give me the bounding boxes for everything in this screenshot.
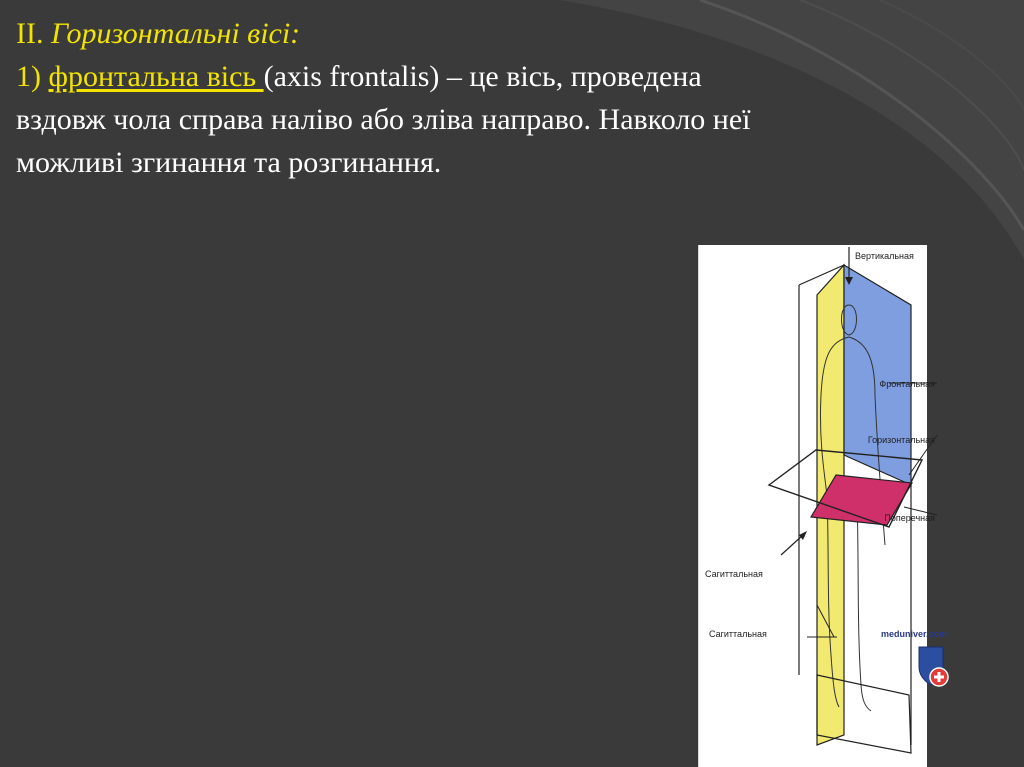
label-vertical: Вертикальная xyxy=(855,251,914,261)
label-horizontal: Горизонтальная xyxy=(867,435,935,445)
definition-line-3: можливі згинання та розгинання. xyxy=(16,146,442,179)
latin-term: (axis frontalis) xyxy=(263,60,440,93)
item-number: 1) xyxy=(16,60,41,93)
slide-text-block xyxy=(16,12,1006,184)
body-planes-illustration xyxy=(699,245,948,767)
label-transverse: Поперечная xyxy=(884,513,935,523)
heading-numeral: II. xyxy=(16,17,44,50)
body-planes-figure xyxy=(698,245,948,767)
heading-text: Горизонтальні вісі: xyxy=(50,17,301,50)
sagittal-arrow-1 xyxy=(781,535,803,555)
heading-line xyxy=(16,12,1006,55)
label-sagittal-2: Сагиттальная xyxy=(709,629,767,639)
term-link: фронтальна вісь xyxy=(48,60,264,93)
definition-line-2: вздовж чола справа наліво або зліва направо. Навколо неї xyxy=(16,103,751,136)
watermark-text: meduniver.com xyxy=(881,629,948,639)
definition-part-1: – це вісь, проведена xyxy=(439,60,702,93)
label-frontal: Фронтальная xyxy=(879,379,935,389)
label-sagittal-1: Сагиттальная xyxy=(705,569,763,579)
definition-line-1 xyxy=(16,55,1006,98)
frontal-plane xyxy=(844,265,911,485)
sagittal-arrowhead-1 xyxy=(799,531,807,540)
